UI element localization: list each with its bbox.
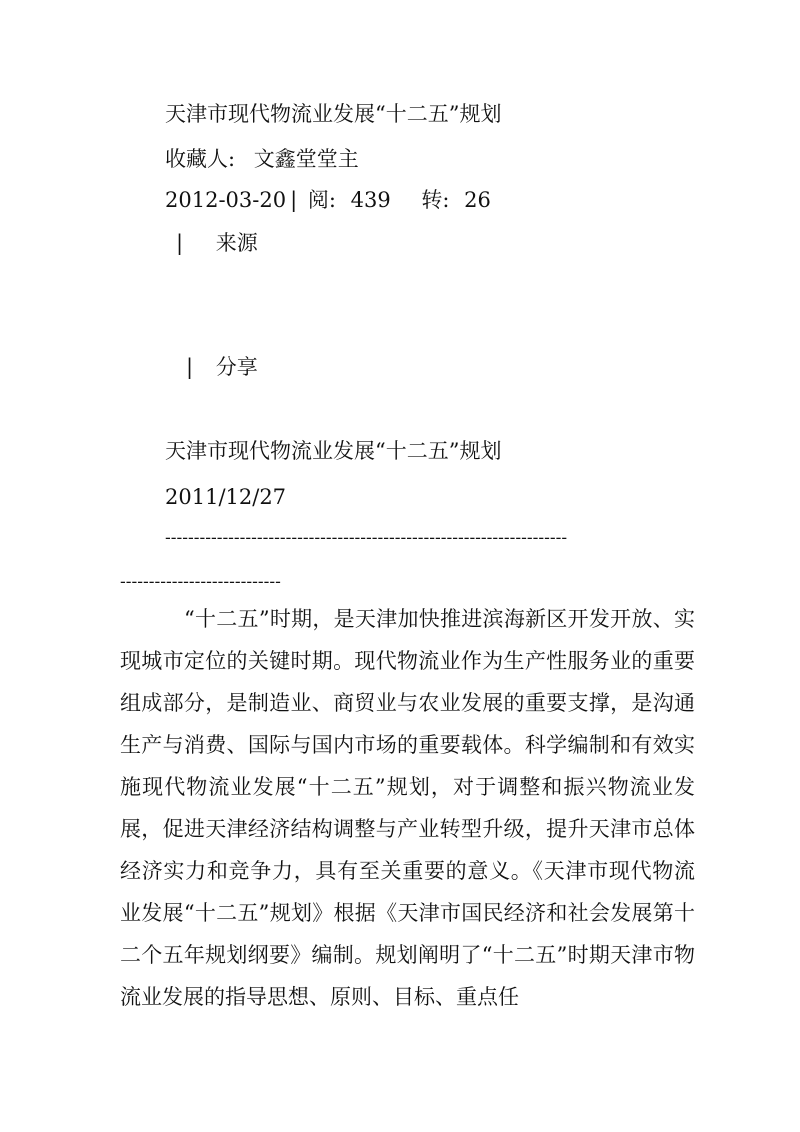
stats-row (165, 187, 491, 213)
collector-name[interactable]: 文鑫堂堂主 (253, 147, 359, 171)
post-title: 天津市现代物流业发展“十二五”规划 (165, 102, 502, 126)
body-paragraph: “十二五”时期，是天津加快推进滨海新区开发开放、实现城市定位的关键时期。现代物流业作为生产性服务业的重要组成部分，是制造业、商贸业与农业发展的重要支撑，是沟通生产与消费、国际与国内市场的重要载体。科学编制和有效实施现代物流业发展“十二五”规划，对于调整和振兴物流业发展，促进天津经济结构调整与产业转型升级，提升天津市总体经济实力和竞争力，具有至关重要的意义。《天津市现代物流业发展“十二五”规划》根据《天津市国民经济和社会发展第十二个五年规划纲要》编制。规划阐明了“十二五”时期天津市物流业发展的指导思想、原则、目标、重点任 (120, 607, 695, 1009)
divider-bottom: ---------------------------- (120, 572, 281, 592)
stats-separator: | (290, 188, 298, 212)
share-separator: | (186, 355, 194, 379)
repost-label: 转: (421, 188, 450, 212)
share-button[interactable]: 分享 (215, 355, 258, 379)
source-separator: | (176, 231, 184, 255)
divider-top: ---------------------------------------------------------------------- (165, 528, 568, 548)
collector-label: 收藏人: (165, 147, 236, 171)
article-title: 天津市现代物流业发展“十二五”规划 (165, 439, 502, 463)
collector-row (165, 146, 359, 172)
share-row (186, 354, 258, 380)
source-link[interactable]: 来源 (215, 231, 258, 255)
source-row (176, 230, 258, 256)
article-date: 2011/12/27 (165, 485, 287, 509)
article-body (120, 598, 695, 1018)
repost-count: 26 (464, 188, 491, 212)
read-label: 阅: (307, 188, 336, 212)
read-count: 439 (350, 188, 391, 212)
post-date: 2012-03-20 (165, 188, 287, 212)
